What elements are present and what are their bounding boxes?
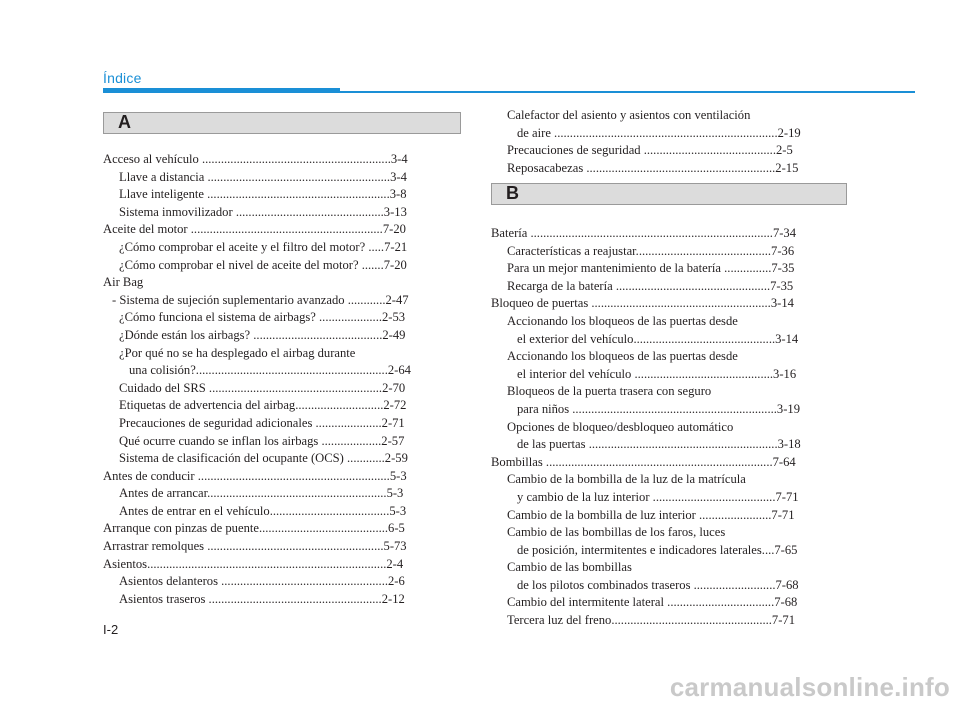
section-b-letter: B [506, 183, 519, 203]
index-entry: Acceso al vehículo ............................................................3-4 [103, 152, 408, 166]
right-column-top [491, 107, 849, 177]
index-entry: Sistema inmovilizador ...............................................3-13 [119, 204, 407, 219]
index-entry: Tercera luz del freno...................................................7-71 [507, 613, 796, 628]
index-entry: Para un mejor mantenimiento de la batería ...............7-35 [507, 261, 795, 276]
section-b-bar [491, 183, 847, 205]
index-entry: Antes de entrar en el vehículo......................................5-3 [119, 503, 407, 518]
index-entry: Sistema de clasificación del ocupante (OCS) ............2-59 [119, 451, 408, 466]
index-entry: ¿Cómo comprobar el aceite y el filtro del motor? .....7-21 [119, 239, 408, 254]
index-entry: ¿Cómo comprobar el nivel de aceite del motor? .......7-20 [119, 257, 407, 272]
index-entry: Antes de conducir .............................................................5-3 [103, 468, 407, 483]
page-number: I-2 [103, 622, 119, 637]
index-entry: ¿Cómo funciona el sistema de airbags? ....................2-53 [119, 310, 406, 325]
index-entry: Antes de arrancar.........................................................5-3 [119, 486, 404, 501]
index-entry: Características a reajustar...........................................7-36 [507, 243, 795, 258]
index-entry: de aire .......................................................................2-19 [517, 125, 801, 140]
index-entry: Bombillas ........................................................................7-64 [491, 454, 796, 469]
index-entry: Reposacabezas ............................................................2-15 [507, 160, 799, 175]
index-entry: ¿Dónde están los airbags? .........................................2-49 [119, 327, 406, 342]
index-entry: Etiquetas de advertencia del airbag............................2-72 [119, 398, 407, 413]
index-entry: - Sistema de sujeción suplementario avanzado ............2-47 [112, 292, 409, 307]
section-a-bar [103, 112, 461, 134]
index-entry: Precauciones de seguridad ..........................................2-5 [507, 143, 793, 158]
index-entry: Accionando los bloqueos de las puertas desde [507, 349, 738, 364]
section-a-letter: A [118, 112, 131, 132]
index-entry: Asientos delanteros .....................................................2-6 [119, 574, 405, 589]
index-entry: Precauciones de seguridad adicionales .....................2-71 [119, 415, 405, 430]
index-entry: Arranque con pinzas de puente.........................................6-5 [103, 521, 405, 536]
header-rule-thick [103, 88, 340, 93]
index-entry: Llave inteligente ..........................................................3-8 [119, 187, 407, 202]
index-entry: de los pilotos combinados traseros ..........................7-68 [517, 577, 799, 592]
index-entry: Asientos............................................................................2-4 [103, 556, 404, 571]
index-title: Índice [103, 70, 142, 86]
index-entry: el interior del vehículo ............................................3-16 [517, 366, 797, 381]
index-entry: Cuidado del SRS .......................................................2-70 [119, 380, 406, 395]
index-entry: Asientos traseros .......................................................2-12 [119, 591, 405, 606]
index-entry: Opciones de bloqueo/desbloqueo automático [507, 419, 734, 434]
index-entry: Bloqueo de puertas .........................................................3-14 [491, 296, 794, 311]
index-entry: Qué ocurre cuando se inflan los airbags ...................2-57 [119, 433, 405, 448]
left-column [103, 151, 461, 608]
index-entry: Cambio de la bombilla de la luz de la matrícula [507, 472, 746, 487]
index-entry: Llave a distancia ..........................................................3-4 [119, 169, 407, 184]
index-entry: Calefactor del asiento y asientos con ventilación [507, 108, 751, 122]
index-entry: Cambio de las bombillas [507, 560, 632, 575]
index-entry: y cambio de la luz interior .......................................7-71 [517, 489, 799, 504]
index-entry: Cambio de las bombillas de los faros, luces [507, 525, 726, 540]
index-entry: el exterior del vehículo.............................................3-14 [517, 331, 799, 346]
index-entry: de las puertas ............................................................3-18 [517, 437, 801, 452]
index-entry: Arrastrar remolques ........................................................5-73 [103, 539, 407, 554]
header-rule-thin [340, 91, 915, 93]
index-entry: ¿Por qué no se ha desplegado el airbag durante [119, 345, 356, 360]
right-column-b [491, 225, 849, 630]
index-entry: Cambio de la bombilla de luz interior .......................7-71 [507, 507, 795, 522]
index-entry: para niños .................................................................3-19 [517, 401, 800, 416]
index-entry: Bloqueos de la puerta trasera con seguro [507, 384, 712, 399]
index-entry: Batería .............................................................................7-34 [491, 226, 797, 240]
index-entry: Air Bag [103, 275, 144, 290]
index-entry: Aceite del motor .............................................................7-20 [103, 222, 406, 237]
index-entry: Accionando los bloqueos de las puertas desde [507, 313, 738, 328]
index-entry: Cambio del intermitente lateral ..................................7-68 [507, 595, 798, 610]
index-entry: de posición, intermitentes e indicadores laterales....7-65 [517, 542, 798, 557]
index-entry: una colisión?.............................................................2-64 [129, 363, 411, 378]
watermark: carmanualsonline.info [669, 672, 950, 702]
index-entry: Recarga de la batería .................................................7-35 [507, 278, 794, 293]
